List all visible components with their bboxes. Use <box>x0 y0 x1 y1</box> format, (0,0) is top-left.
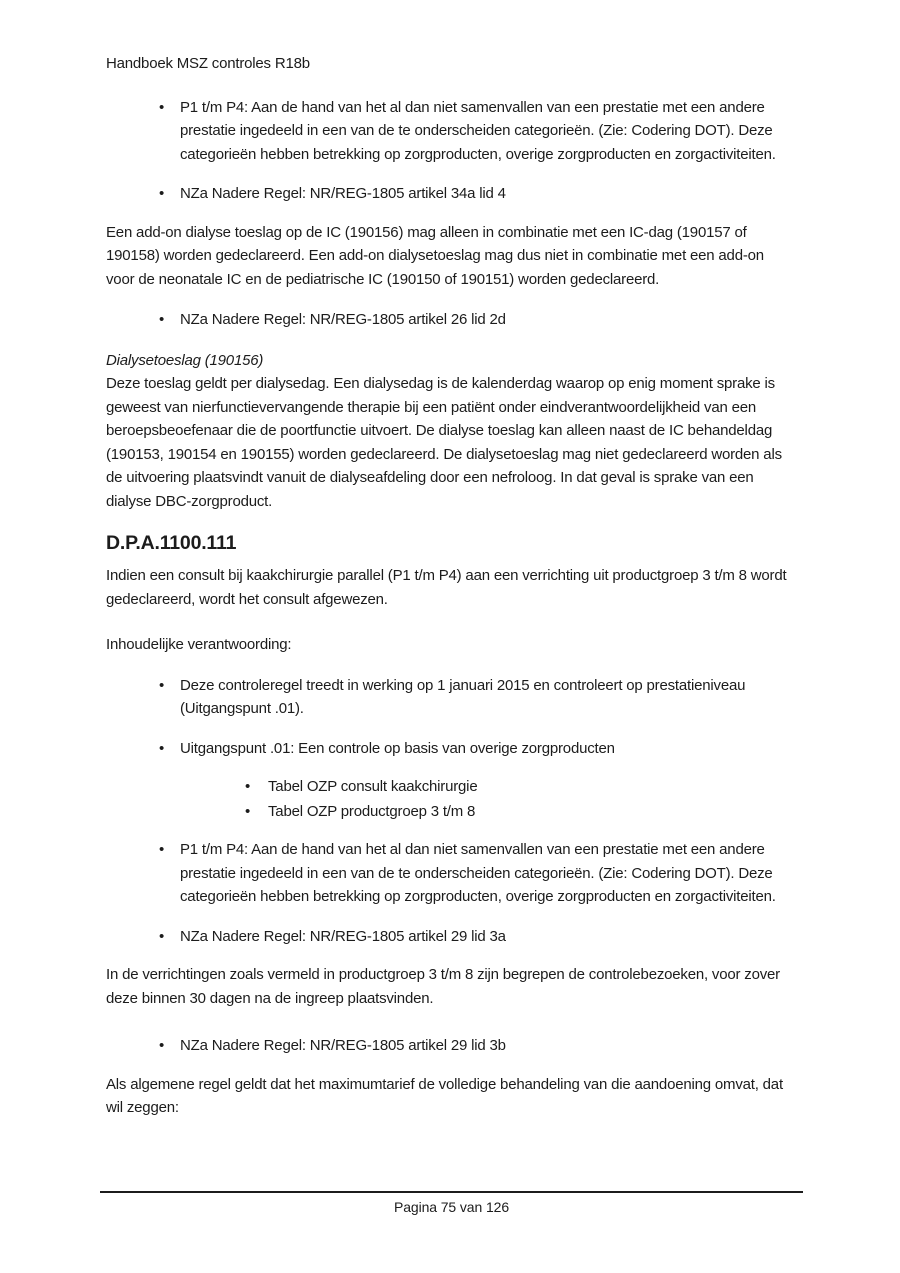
page-footer <box>100 1191 803 1220</box>
paragraph-algemene-regel: Als algemene regel geldt dat het maximumtarief de volledige behandeling van die aandoening omvat, dat wil zeggen: <box>106 1075 783 1116</box>
paragraph-addon-dialyse: Een add-on dialyse toeslag op de IC (190156) mag alleen in combinatie met een IC-dag (190157 of 190158) worden gedeclareerd. Een add-on dialysetoeslag mag dus niet in combinatie met een add-on voor de neonatale IC en de pediatrische IC (190150 of 190151) worden gedeclareerd. <box>106 223 764 288</box>
bullet-item-p1-categories-repeat <box>106 838 795 909</box>
bullet-item-nza-29b <box>106 1034 795 1058</box>
bullet-icon <box>159 838 164 862</box>
bullet-text: NZa Nadere Regel: NR/REG-1805 artikel 29 lid 3b <box>180 1037 506 1054</box>
bullet-icon <box>159 182 164 206</box>
bullet-icon <box>159 674 164 698</box>
bullet-text: P1 t/m P4: Aan de hand van het al dan niet samenvallen van een prestatie met een andere prestatie ingedeeld in een van de te onderscheiden categorieën. (Zie: Codering DOT). Deze categorieën hebben betrekking op zorgproducten, overige zorgproducten en zorgactiviteiten. <box>180 98 776 163</box>
bullet-text: NZa Nadere Regel: NR/REG-1805 artikel 29 lid 3a <box>180 927 506 945</box>
bullet-icon <box>159 96 164 120</box>
bullet-icon <box>159 925 164 949</box>
subbullet-item-tabel-consult <box>106 775 795 799</box>
page-number: Pagina 75 van 126 <box>393 1199 510 1215</box>
subbullet-item-tabel-productgroep <box>106 800 795 824</box>
bullet-icon <box>245 800 250 824</box>
bullet-text: NZa Nadere Regel: NR/REG-1805 artikel 26 lid 2d <box>180 311 506 328</box>
bullet-icon <box>159 1034 164 1058</box>
paragraph-dialysedag: Deze toeslag geldt per dialysedag. Een dialysedag is de kalenderdag waarop op enig moment sprake is geweest van nierfunctievervangende therapie bij een patiënt onder eindverantwoordelijkheid van een beroepsbeoefenaar die de poortfunctie uitvoert. De dialyse toeslag kan alleen naast de IC behandeldag (190153, 190154 en 190155) worden gedeclareerd. De dialysetoeslag mag niet gedeclareerd worden als de uitvoering plaatsvindt vanuit de dialyseafdeling door een nefroloog. In dat geval is sprake van een dialyse DBC-zorgproduct. <box>106 375 782 510</box>
paragraph-consult-kaakchirurgie: Indien een consult bij kaakchirurgie parallel (P1 t/m P4) aan een verrichting uit productgroep 3 t/m 8 wordt gedeclareerd, wordt het consult afgewezen. <box>106 567 787 608</box>
bullet-item-nza-26 <box>106 308 795 332</box>
bullet-icon <box>159 308 164 332</box>
bullet-text: Deze controleregel treedt in werking op 1 januari 2015 en controleert op prestatieniveau (Uitgangspunt .01). <box>180 676 746 717</box>
bullet-text: P1 t/m P4: Aan de hand van het al dan niet samenvallen van een prestatie met een andere prestatie ingedeeld in een van de te onderscheiden categorieën. (Zie: Codering DOT). Deze categorieën hebben betrekking op zorgproducten, overige zorgproducten en zorgactiviteiten. <box>180 841 776 905</box>
bullet-text: NZa Nadere Regel: NR/REG-1805 artikel 34a lid 4 <box>180 185 506 202</box>
bullet-text: Uitgangspunt .01: Een controle op basis van overige zorgproducten <box>180 739 615 757</box>
bullet-text: Tabel OZP consult kaakchirurgie <box>268 778 478 795</box>
bullet-icon <box>159 737 164 761</box>
bullet-item-controleregel <box>106 674 795 721</box>
paragraph-verrichtingen: In de verrichtingen zoals vermeld in productgroep 3 t/m 8 zijn begrepen de controlebezoeken, voor zover deze binnen 30 dagen na de ingreep plaatsvinden. <box>106 966 780 1007</box>
bullet-item-p1-categories <box>106 96 795 167</box>
bullet-item-nza-29a <box>106 925 795 949</box>
bullet-item-nza-34a <box>106 182 795 206</box>
bullet-item-uitgangspunt <box>106 737 795 761</box>
running-header: Handboek MSZ controles R18b <box>106 55 310 72</box>
label-inhoudelijke-verantwoording: Inhoudelijke verantwoording: <box>106 636 292 653</box>
bullet-text: Tabel OZP productgroep 3 t/m 8 <box>268 802 476 820</box>
subheading-dialysetoeslag: Dialysetoeslag (190156) <box>106 351 264 369</box>
section-heading-dpa-1100-111: D.P.A.1100.111 <box>106 532 237 554</box>
bullet-icon <box>245 775 250 799</box>
